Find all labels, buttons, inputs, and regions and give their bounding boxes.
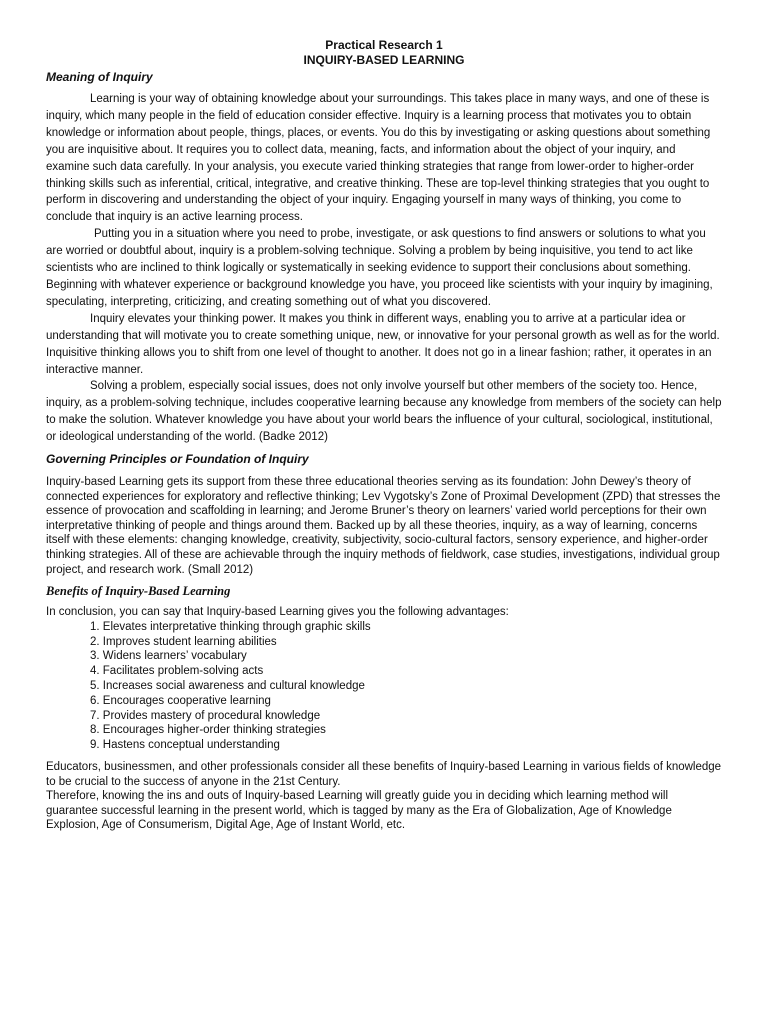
- meaning-paragraph-3: Inquiry elevates your thinking power. It makes you think in different ways, enabling you to arrive at a particular idea or understanding that will motivate you to create something unique, new, or innovative for your personal growth as well as for the world. Inquisitive thinking allows you to shift from one level of thought to another. It does not go in a linear fashion; rather, it operates in an interactive manner.: [46, 312, 720, 376]
- heading-meaning: Meaning of Inquiry: [46, 70, 153, 84]
- meaning-paragraph-1: Learning is your way of obtaining knowledge about your surroundings. This takes place in many ways, and one of these is inquiry, which many people in the field of education consider effective. Inquiry is a learning process that motivates you to obtain knowledge or information about people, things, places, or events. You do this by investigating or asking questions about something you are inquisitive about. It requires you to collect data, meaning, facts, and information about the object of your inquiry, and examine such data carefully. In your analysis, you execute varied thinking strategies that range from lower-order to higher-order thinking skills such as inferential, critical, integrative, and creative thinking. These are top-level thinking strategies that you ought to perform in discovering and understanding the object of your inquiry. Engaging yourself in many ways of thinking, you come to conclude that inquiry is an active learning process.: [46, 93, 711, 224]
- course-title: Practical Research 1: [325, 38, 443, 52]
- list-item: 8. Encourages higher-order thinking strategies: [90, 724, 326, 737]
- closing-paragraph-1: Educators, businessmen, and other professionals consider all these benefits of Inquiry-based Learning in various fields of knowledge to be crucial to the success of anyone in the 21st Century.: [46, 760, 722, 788]
- heading-principles: Governing Principles or Foundation of Inquiry: [46, 452, 309, 467]
- meaning-paragraph-2: Putting you in a situation where you need to probe, investigate, or ask questions to find answers or solutions to what you are worried or doubtful about, inquiry is a problem-solving technique. Solving a problem by being inquisitive, you tend to act like scientists who are inclined to think logically or systematically in seeking evidence to support their conclusions about something. Beginning with whatever experience or background knowledge you have, you proceed like scientists with your inquiry by imagining, speculating, interpreting, criticizing, and creating something out of what you discovered.: [46, 228, 713, 308]
- heading-benefits: Benefits of Inquiry-Based Learning: [46, 584, 231, 599]
- list-item: 9. Hastens conceptual understanding: [90, 739, 280, 752]
- meaning-paragraph-4: Solving a problem, especially social issues, does not only involve yourself but other members of the society too. Hence, inquiry, as a problem-solving technique, includes cooperative learning because any knowledge from members of the society can help to make the solution. Whatever knowledge you have about your world bears the influence of your cultural, sociological, institutional, or ideological understanding of the world. (Badke 2012): [46, 380, 722, 444]
- list-item: 3. Widens learners’ vocabulary: [90, 650, 247, 663]
- benefits-list: [46, 620, 722, 753]
- document-title: INQUIRY-BASED LEARNING: [303, 53, 465, 67]
- list-item: 5. Increases social awareness and cultural knowledge: [90, 679, 365, 692]
- list-item: 6. Encourages cooperative learning: [90, 694, 271, 707]
- list-item: 4. Facilitates problem-solving acts: [90, 665, 264, 678]
- list-item: 1. Elevates interpretative thinking through graphic skills: [90, 620, 371, 633]
- principles-paragraph: Inquiry-based Learning gets its support from these three educational theories serving as its foundation: John Dewey’s theory of connected experiences for exploratory and reflective thinking; Lev Vygotsky’s Zone of Proximal Development (ZPD) that stresses the essence of provocation and scaffolding in learning; and Jerome Bruner’s theory on learners’ varied world perceptions for their own interpretative thinking of people and things around them. Backed up by all these theories, inquiry, as a way of learning, concerns itself with these elements: changing knowledge, creativity, subjectivity, socio-cultural factors, sensory experience, and higher-order thinking strategies. All of these are achievable through the inquiry methods of fieldwork, case studies, investigations, individual group project, and research work. (Small 2012): [46, 476, 721, 576]
- list-item: 2. Improves student learning abilities: [90, 635, 277, 648]
- benefits-intro: In conclusion, you can say that Inquiry-based Learning gives you the following advantages:: [46, 606, 509, 619]
- closing-paragraph-2: Therefore, knowing the ins and outs of Inquiry-based Learning will greatly guide you in deciding which learning method will guarantee successful learning in the present world, which is tagged by many as the Era of Globalization, Age of Knowledge Explosion, Age of Consumerism, Digital Age, Age of Instant World, etc.: [46, 790, 672, 832]
- list-item: 7. Provides mastery of procedural knowledge: [90, 709, 321, 722]
